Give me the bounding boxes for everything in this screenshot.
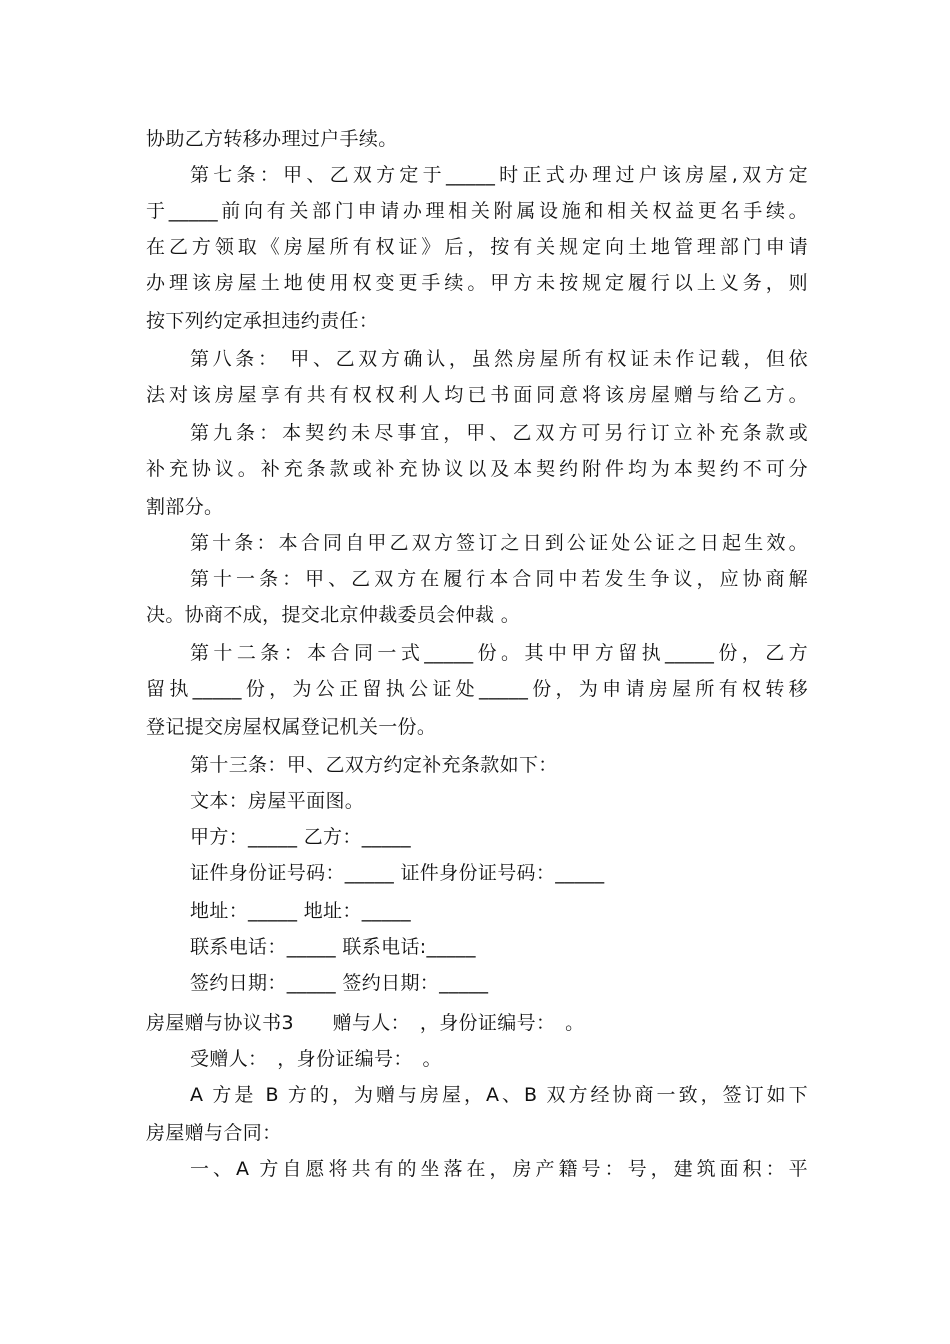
article-9-line-2: 补充协议。补充条款或补充协议以及本契约附件均为本契约不可分 [146, 458, 808, 480]
party-signature-line: 甲方：_____ 乙方：_____ [190, 826, 411, 848]
attachment-line: 文本：房屋平面图。 [190, 790, 365, 812]
donee-line: 受赠人： ，身份证编号： 。 [190, 1048, 442, 1070]
article-7-line-5: 按下列约定承担违约责任： [146, 310, 379, 332]
article-13-line: 第十三条：甲、乙双方约定补充条款如下： [190, 754, 558, 776]
article-12-line-2: 留执_____份，为公正留执公证处_____份，为申请房屋所有权转移 [146, 678, 808, 700]
article-9-line-1: 第九条：本契约未尽事宜，甲、乙双方可另行订立补充条款或 [190, 422, 808, 444]
sign-date-line: 签约日期：_____ 签约日期：_____ [190, 972, 489, 994]
clause-1-line: 一、A 方自愿将共有的坐落在，房产籍号：号，建筑面积：平 [190, 1158, 808, 1180]
intro-line-1: A 方是 B 方的，为赠与房屋，A、B 双方经协商一致，签订如下 [190, 1084, 808, 1106]
article-8-line-1: 第八条： 甲、乙双方确认，虽然房屋所有权证未作记载，但依 [190, 348, 808, 370]
article-11-line-2: 决。协商不成，提交北京仲裁委员会仲裁 。 [146, 604, 521, 626]
article-11-line-1: 第十一条：甲、乙双方在履行本合同中若发生争议，应协商解 [190, 568, 808, 590]
intro-line-2: 房屋赠与合同： [146, 1122, 282, 1144]
phone-line: 联系电话：_____ 联系电话:_____ [190, 936, 476, 958]
text-line: 协助乙方转移办理过户手续。 [146, 128, 398, 150]
article-12-line-1: 第十二条：本合同一式_____份。其中甲方留执_____份，乙方 [190, 642, 808, 664]
article-7-line-1: 第七条：甲、乙双方定于_____时正式办理过户该房屋,双方定 [190, 164, 808, 186]
article-12-line-3: 登记提交房屋权属登记机关一份。 [146, 716, 437, 738]
article-7-line-4: 办理该房屋土地使用权变更手续。甲方未按规定履行以上义务，则 [146, 272, 808, 294]
agreement-3-heading-line: 房屋赠与协议书3 赠与人： ，身份证编号： 。 [146, 1012, 585, 1034]
article-7-line-2: 于_____前向有关部门申请办理相关附属设施和相关权益更名手续。 [146, 200, 808, 222]
article-9-line-3: 割部分。 [146, 496, 224, 518]
id-number-line: 证件身份证号码：_____ 证件身份证号码：_____ [190, 862, 605, 884]
article-7-line-3: 在乙方领取《房屋所有权证》后，按有关规定向土地管理部门申请 [146, 236, 808, 258]
address-line: 地址：_____ 地址：_____ [190, 900, 411, 922]
article-10-line: 第十条：本合同自甲乙双方签订之日到公证处公证之日起生效。 [190, 532, 808, 554]
article-8-line-2: 法对该房屋享有共有权权利人均已书面同意将该房屋赠与给乙方。 [146, 384, 808, 406]
